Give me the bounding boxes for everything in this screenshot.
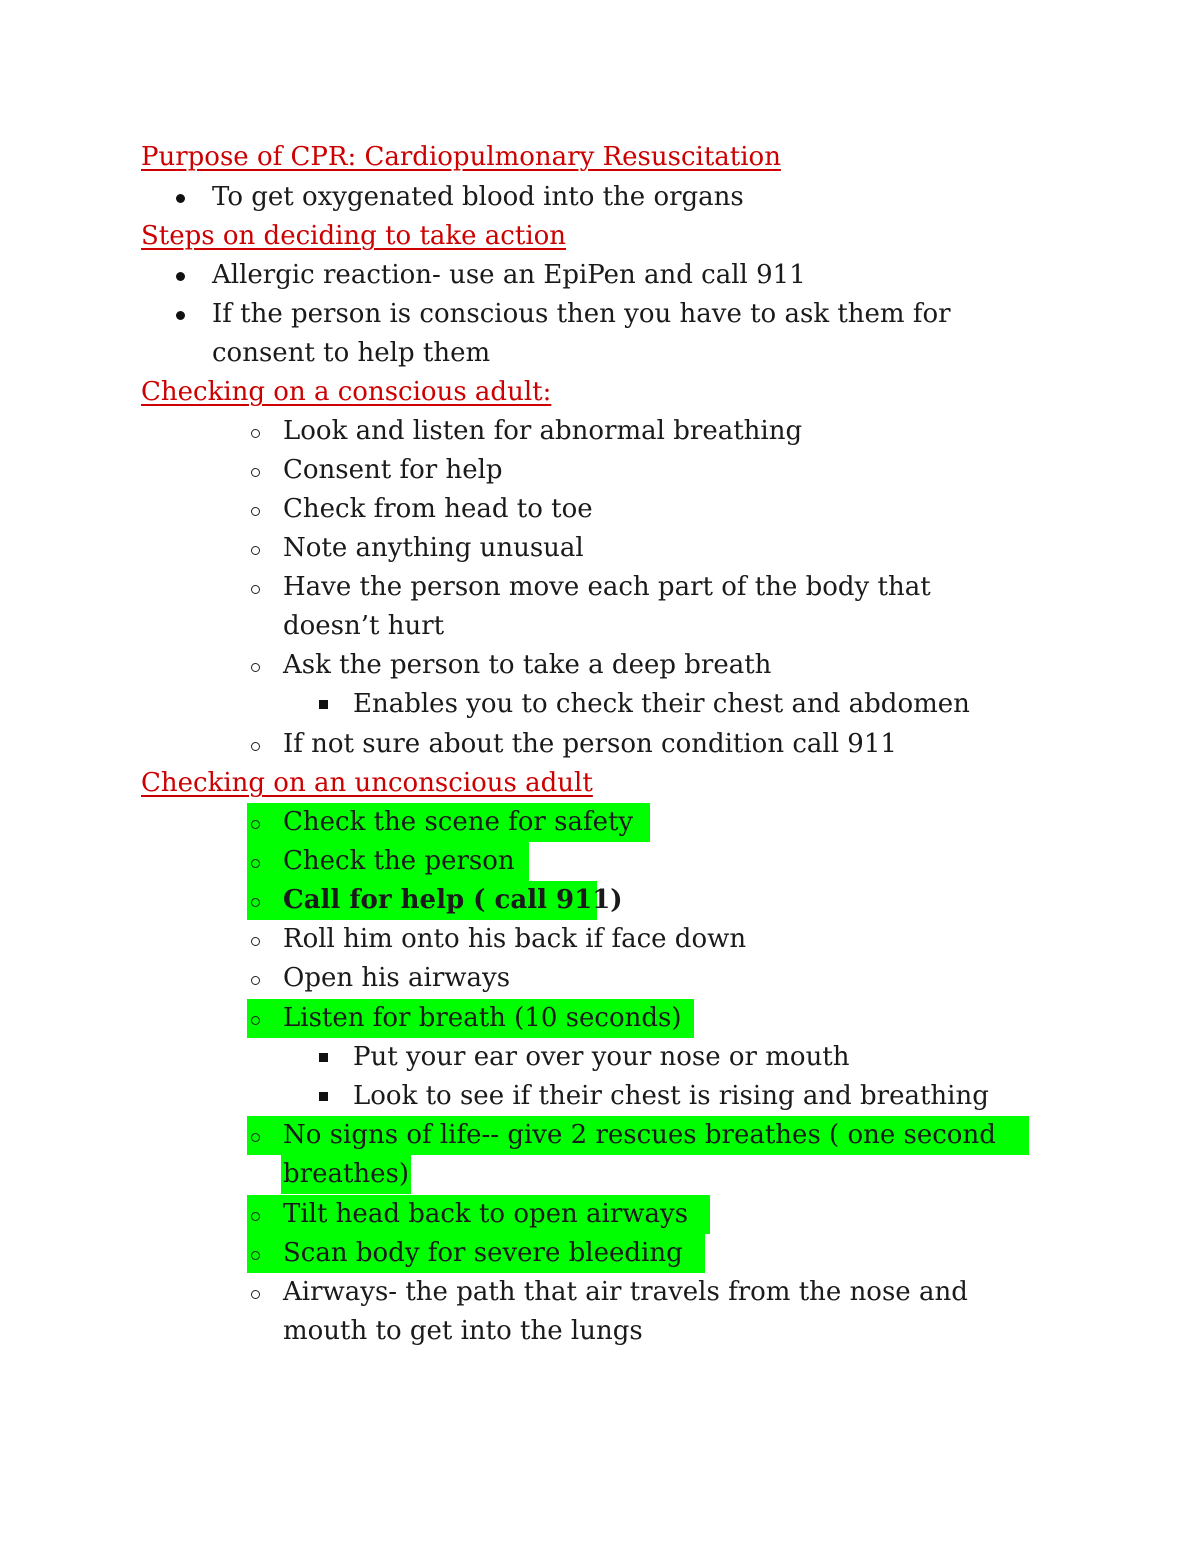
circle-bullet-icon [251,1251,260,1260]
list-item-continuation: consent to help them [212,338,491,368]
list-item: Allergic reaction- use an EpiPen and call 911 [0,256,1200,295]
section-heading-conscious-adult: Checking on a conscious adult: [141,377,552,407]
list-item-continuation: mouth to get into the lungs [283,1316,643,1346]
section-heading-deciding-action: Steps on deciding to take action [141,221,567,251]
list-item-highlighted: No signs of life-- give 2 rescues breathes ( one second [0,1116,1200,1155]
circle-bullet-icon [251,1290,260,1299]
circle-bullet-icon [251,937,260,946]
bullet-icon [176,194,185,203]
circle-bullet-icon [251,663,260,672]
circle-bullet-icon [251,742,260,751]
circle-bullet-icon [251,1212,260,1221]
list-item-continuation-highlighted: breathes) [0,1155,1200,1194]
circle-bullet-icon [251,507,260,516]
list-item-continuation: doesn’t hurt [283,611,445,641]
circle-bullet-icon [251,859,260,868]
circle-bullet-icon [251,898,260,907]
bullet-icon [176,311,185,320]
list-item: Open his airways [0,959,1200,998]
list-item: Note anything unusual [0,529,1200,568]
list-item-highlighted: Call for help ( call 911) [0,881,1200,920]
circle-bullet-icon [251,546,260,555]
square-bullet-icon [319,1092,328,1101]
list-item: Roll him onto his back if face down [0,920,1200,959]
list-item: If the person is conscious then you have to ask them for [0,295,1200,334]
circle-bullet-icon [251,1133,260,1142]
list-item-highlighted: Scan body for severe bleeding [0,1234,1200,1273]
list-item: Check from head to toe [0,490,1200,529]
list-item: Have the person move each part of the body that [0,568,1200,607]
list-item-highlighted: Check the scene for safety [0,803,1200,842]
list-item: Ask the person to take a deep breath [0,646,1200,685]
list-item: Enables you to check their chest and abdomen [0,685,1200,724]
circle-bullet-icon [251,820,260,829]
circle-bullet-icon [251,429,260,438]
list-item: Put your ear over your nose or mouth [0,1038,1200,1077]
list-item-highlighted: Check the person [0,842,1200,881]
section-heading-cpr-purpose: Purpose of CPR: Cardiopulmonary Resuscitation [141,142,781,172]
square-bullet-icon [319,1053,328,1062]
bullet-icon [176,272,185,281]
list-item: Consent for help [0,451,1200,490]
circle-bullet-icon [251,468,260,477]
list-item: Look to see if their chest is rising and breathing [0,1077,1200,1116]
circle-bullet-icon [251,585,260,594]
list-item: Look and listen for abnormal breathing [0,412,1200,451]
list-item: To get oxygenated blood into the organs [0,178,1200,217]
list-item: Airways- the path that air travels from the nose and [0,1273,1200,1312]
list-item-highlighted: Listen for breath (10 seconds) [0,999,1200,1038]
circle-bullet-icon [251,976,260,985]
square-bullet-icon [319,700,328,709]
section-heading-unconscious-adult: Checking on an unconscious adult [141,768,593,798]
circle-bullet-icon [251,1016,260,1025]
list-item: If not sure about the person condition call 911 [0,725,1200,764]
list-item-highlighted: Tilt head back to open airways [0,1195,1200,1234]
